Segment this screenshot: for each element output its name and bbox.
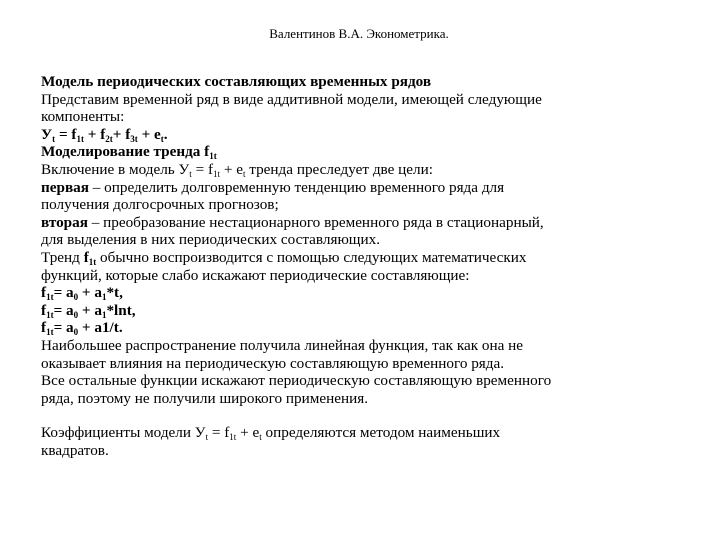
goal-second: вторая – преобразование нестационарного временного ряда в стационарный,	[41, 213, 544, 231]
intro-line-1: Представим временной ряд в виде аддитивной модели, имеющей следующие	[41, 90, 542, 108]
main-formula: $У_t = f_{1t} + f_{2t}+ f_{3t} + e_t$.	[41, 125, 168, 144]
goal-second-cont: для выделения в них периодических составляющих.	[41, 231, 381, 249]
function-log: $f_{1t}= a_0 + a_1*\ln t$,	[41, 301, 136, 320]
trend-reproduction-cont: функций, которые слабо искажают периодические составляющие:	[41, 266, 470, 284]
page-header	[0, 26, 720, 42]
function-hyperbolic: $f_{1t}= a_0 + a1/t$.	[41, 319, 123, 338]
coefficients-line-cont: квадратов.	[41, 441, 109, 459]
goal-first-label: первая	[41, 178, 89, 196]
trend-inclusion-line: Включение в модель $У_t = f_{1t} + e_t$ тренда преследует две цели:	[41, 160, 433, 179]
conclusion-line-3: Все остальные функции искажают периодическую составляющую временного	[41, 372, 552, 390]
section-title: Модель периодических составляющих временных рядов	[41, 73, 432, 90]
paragraph-gap	[41, 407, 691, 424]
conclusion-line-2: оказывает влияния на периодическую составляющую временного ряда.	[41, 354, 505, 372]
conclusion-line-1: Наибольшее распространение получила линейная функция, так как она не	[41, 336, 524, 354]
goal-second-label: вторая	[41, 213, 88, 231]
coefficients-line: Коэффициенты модели $У_t = f_{1t} + e_t$ определяются методом наименьших	[41, 424, 501, 443]
intro-line-2: компоненты:	[41, 108, 125, 126]
conclusion-line-4: ряда, поэтому не получили широкого применения.	[41, 389, 368, 407]
document-body	[41, 73, 691, 459]
trend-heading: Моделирование тренда $f_{1t}$	[41, 143, 217, 162]
trend-reproduction: Тренд $f_{1t}$ обычно воспроизводится с помощью следующих математических	[41, 248, 527, 267]
function-linear: $f_{1t}= a_0 + a_1*t$,	[41, 284, 123, 303]
header-author-title: Валентинов В.А. Эконометрика.	[269, 26, 449, 41]
goal-first: первая – определить долговременную тенденцию временного ряда для	[41, 178, 505, 196]
goal-first-cont: получения долгосрочных прогнозов;	[41, 196, 279, 214]
